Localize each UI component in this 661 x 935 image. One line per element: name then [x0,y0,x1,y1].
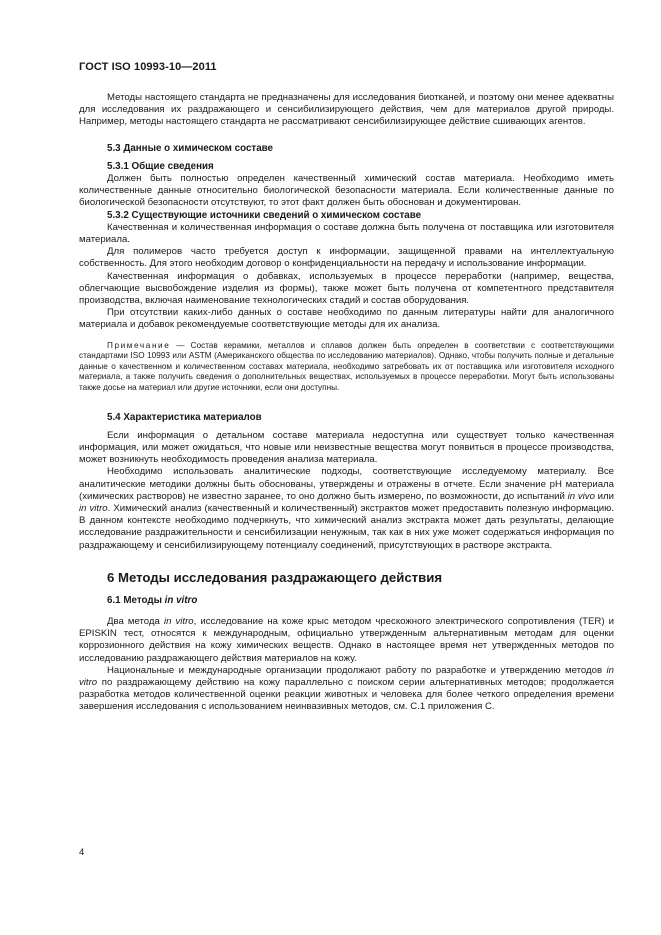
section-6-heading: 6 Методы исследования раздражающего действия [107,569,443,585]
italic-term: in vitro [79,664,614,689]
note-label: Примечание [107,340,171,350]
text-run: по раздражающему действию на кожу параллельно с поиском серии альтернативных методов; продолжается разработка методов количественной оценки реакции животных и человека для более четкого определения времени завершения исследования с использованием неинвазивных методов, см. С.1 приложения С. [79,677,614,713]
italic-term: in vitro [163,616,194,628]
section-5-3-2-paragraph-2: Для полимеров часто требуется доступ к информации, защищенной правами на интеллектуальную собственность. Для этого необходим договор о конфиденциальности на передачу и использование информации. [79,246,614,270]
section-5-3-2-paragraph-4: При отсутствии каких-либо данных о составе необходимо по данным литературы найти для аналогичного материала и добавок рекомендуемые соответствующие методы для их анализа. [79,307,614,331]
document-header: ГОСТ ISO 10993-10—2011 [79,61,217,73]
italic-term: in vitro [79,503,108,515]
section-5-4-paragraph-2 [79,466,614,551]
section-5-4-heading: 5.4 Характеристика материалов [107,411,262,423]
section-5-3-1-paragraph: Должен быть полностью определен качественный химический состав материала. Необходимо иметь количественные данные относительно биологической безопасности материала. Если количественные данные по биологической безопасности отсутствуют, то этот факт должен быть обоснован и документирован. [79,173,614,209]
section-5-3-2-heading: 5.3.2 Существующие источники сведений о химическом составе [107,209,422,221]
section-6-1-paragraph-1 [79,616,614,665]
text-run: Необходимо использовать аналитические подходы, соответствующие исследуемому материалу. Все аналитические методики должны быть обоснованы, утверждены и отражены в отчете. Если значение pH материала (химических растворов) не известно заранее, то оно должно быть измерено, по возможности, до испытаний [79,466,614,502]
text-run: Национальные и международные организации продолжают работу по разработке и утверждению методов [107,664,607,676]
section-5-3-1-heading: 5.3.1 Общие сведения [107,160,214,172]
intro-paragraph: Методы настоящего стандарта не предназначены для исследования биотканей, и поэтому они менее адекватны для исследования их раздражающего и сенсибилизирующего действия, чем для материалов другой природы. Например, методы настоящего стандарта не рассматривают сенсибилизирующее действие сшивающих агентов. [79,92,614,128]
section-5-3-heading: 5.3 Данные о химическом составе [107,142,273,154]
section-5-4-paragraph-1: Если информация о детальном составе материала недоступна или существует только качественная информация, или может ожидаться, что новые или неизвестные вещества могут появиться в процессе производства, может возникнуть необходимость проведения анализа материала. [79,429,614,466]
section-6-1-heading [79,595,614,607]
section-6-1-paragraph-2 [79,665,614,714]
italic-term: in vivo [567,490,595,502]
document-body [79,92,614,714]
text-run: , исследование на коже крыс методом чрескожного электрического сопротивления (TER) и EPISKIN тест, относятся к международным, официально утвержденным альтернативным методам для оценки коррозионного действия на кожу химических веществ. Однако в настоящее время нет утвержденных методов по исследованию раздражающего действия материалов на кожу. [79,616,614,664]
text-run: . Химический анализ (качественный и количественный) экстрактов может предоставить полезную информацию. В данном контексте необходимо подчеркнуть, что химический анализ экстракта может дать результаты, делающие исследование раздражительности и сенсибилизации ненужным, так как в них уже может содержаться информация по раздражающему и сенсибилизирующему потенциалу соединений, присутствующих в растворе экстракта. [79,503,614,551]
section-5-3-2-paragraph-3: Качественная информация о добавках, используемых в процессе переработки (например, вещества, облегчающие высвобождение изделия из формы), также может быть получена от компетентного представителя производства, включая наименование технологических стадий и состав оборудования. [79,270,614,307]
note-paragraph [79,341,614,394]
note-text: — Состав керамики, металлов и сплавов должен быть определен в соответствии с соответствующими стандартами ISO 10993 или ASTM (Американского общества по исследованию материалов). Однако, чтобы получить полные и детальные данные о качественном и количественном составах материала, необходимо затребовать их от поставщика или изготовителя исходного материала, а также получить сведения о дополнительных веществах, используемых в процессе переработки. Могут быть использованы также досье на материал или другие источники, если они доступны. [79,340,614,393]
section-5-3-2-paragraph-1: Качественная и количественная информация о составе должна быть получена от поставщика или изготовителя материала. [79,221,614,246]
page-number: 4 [79,847,85,858]
heading-text: 6.1 Методы [107,594,165,606]
text-run: Два метода [107,616,164,628]
italic-term: in vitro [164,594,198,606]
text-run: или [594,490,614,502]
